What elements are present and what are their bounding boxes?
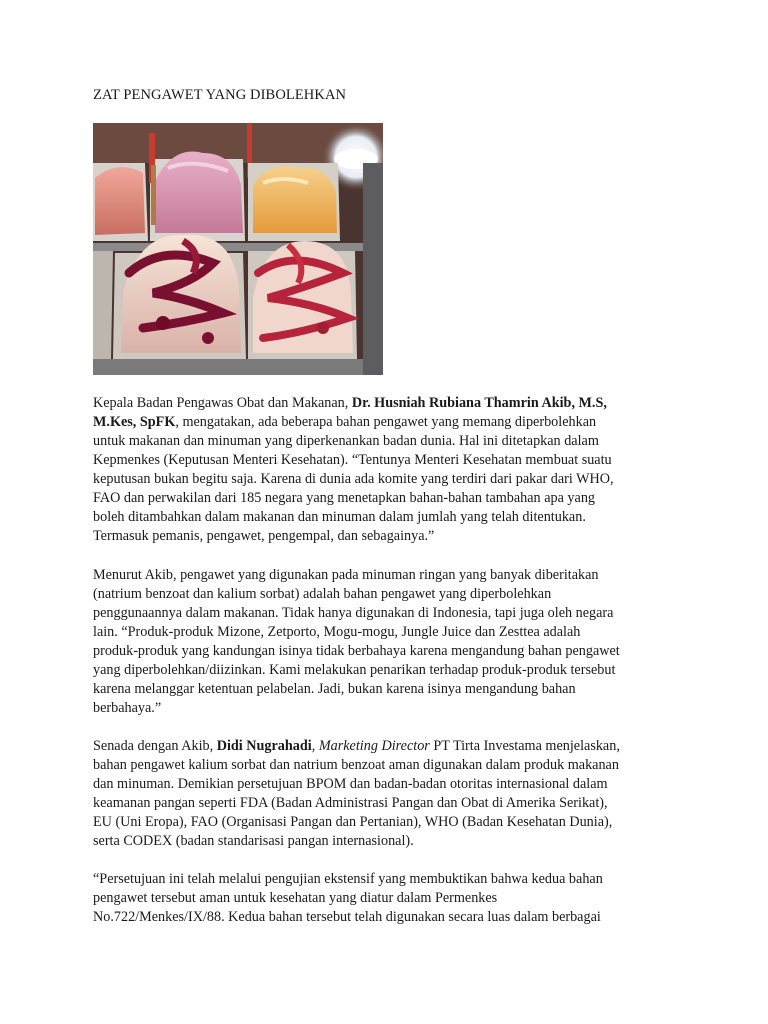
text-run: Senada dengan Akib, (93, 738, 217, 754)
text-run: , (311, 738, 319, 754)
text-line (93, 604, 683, 623)
bold-text: Dr. Husniah Rubiana Thamrin Akib, M.S, (351, 395, 607, 411)
text-line (93, 508, 683, 527)
text-run: pengawet tersebut aman untuk kesehatan yang diatur dalam Permenkes (93, 890, 498, 906)
text-line (93, 661, 683, 680)
text-line (93, 794, 683, 813)
text-run: berbahaya.” (93, 700, 162, 716)
text-run: penggunaannya dalam makanan. Tidak hanya digunakan di Indonesia, tapi juga oleh negara (93, 605, 614, 621)
text-run: , mengatakan, ada beberapa bahan pengawet yang memang diperbolehkan (175, 414, 597, 430)
text-line (93, 756, 683, 775)
text-run: Menurut Akib, pengawet yang digunakan pada minuman ringan yang banyak diberitakan (93, 567, 599, 583)
text-line (93, 585, 683, 604)
bold-text: Didi Nugrahadi (216, 738, 312, 754)
italic-text: Marketing Director (318, 738, 430, 754)
text-line (93, 470, 683, 489)
text-line (93, 813, 683, 832)
text-run: No.722/Menkes/IX/88. Kedua bahan tersebut telah digunakan secara luas dalam berbagai (93, 909, 601, 925)
text-line (93, 832, 683, 851)
text-line (93, 623, 683, 642)
text-line (93, 775, 683, 794)
text-run: (natrium benzoat dan kalium sorbat) adalah bahan pengawet yang diperbolehkan (93, 586, 552, 602)
paragraph-4 (93, 870, 683, 927)
paragraph-3 (93, 737, 683, 851)
text-run: keamanan pangan seperti FDA (Badan Administrasi Pangan dan Obat di Amerika Serikat), (93, 795, 608, 811)
text-run: dan minuman. Demikian persetujuan BPOM dan badan-badan otoritas internasional dalam (93, 776, 608, 792)
text-run: lain. “Produk-produk Mizone, Zetporto, Mogu-mogu, Jungle Juice dan Zesttea adalah (93, 624, 581, 640)
ice-cream-display-photo (93, 123, 383, 375)
text-run: karena melanggar ketentuan pelabelan. Jadi, bukan karena isinya mengandung bahan (93, 681, 576, 697)
text-run: boleh ditambahkan dalam makanan dan minuman dalam jumlah yang telah ditentukan. (93, 509, 586, 525)
text-run: bahan pengawet kalium sorbat dan natrium benzoat aman digunakan dalam produk makanan (93, 757, 619, 773)
document-title: ZAT PENGAWET YANG DIBOLEHKAN (93, 87, 347, 103)
text-run: EU (Uni Eropa), FAO (Organisasi Pangan dan Pertanian), WHO (Badan Kesehatan Dunia), (93, 814, 613, 830)
bold-text: M.Kes, SpFK (93, 414, 176, 430)
text-run: Kepmenkes (Keputusan Menteri Kesehatan). “Tentunya Menteri Kesehatan membuat suatu (93, 452, 612, 468)
text-line (93, 699, 683, 718)
text-line (93, 870, 683, 889)
text-run: PT Tirta Investama menjelaskan, (429, 738, 620, 754)
paragraph-2 (93, 566, 683, 718)
text-line (93, 889, 683, 908)
text-line (93, 737, 683, 756)
text-line (93, 394, 683, 413)
paragraph-1 (93, 394, 683, 546)
text-line (93, 566, 683, 585)
text-line (93, 413, 683, 432)
text-run: Termasuk pemanis, pengawet, pengempal, dan sebagainya.” (93, 528, 435, 544)
text-line (93, 908, 683, 927)
text-run: keputusan bukan begitu saja. Karena di dunia ada komite yang terdiri dari pakar dari WHO, (93, 471, 614, 487)
text-line (93, 451, 683, 470)
text-line (93, 489, 683, 508)
text-line (93, 432, 683, 451)
text-line (93, 642, 683, 661)
text-run: “Persetujuan ini telah melalui pengujian ekstensif yang membuktikan bahwa kedua bahan (93, 871, 603, 887)
text-line (93, 527, 683, 546)
text-run: untuk makanan dan minuman yang diperkenankan badan dunia. Hal ini ditetapkan dalam (93, 433, 599, 449)
text-run: produk-produk yang kandungan isinya tidak berbahaya karena mengandung bahan pengawet (93, 643, 620, 659)
text-run: yang diperbolehkan/diizinkan. Kami melakukan penarikan terhadap produk-produk tersebut (93, 662, 616, 678)
text-run: FAO dan perwakilan dari 185 negara yang menetapkan bahan-bahan tambahan apa yang (93, 490, 596, 506)
text-line (93, 680, 683, 699)
text-run: serta CODEX (badan standarisasi pangan internasional). (93, 833, 414, 849)
text-run: Kepala Badan Pengawas Obat dan Makanan, (93, 395, 352, 411)
